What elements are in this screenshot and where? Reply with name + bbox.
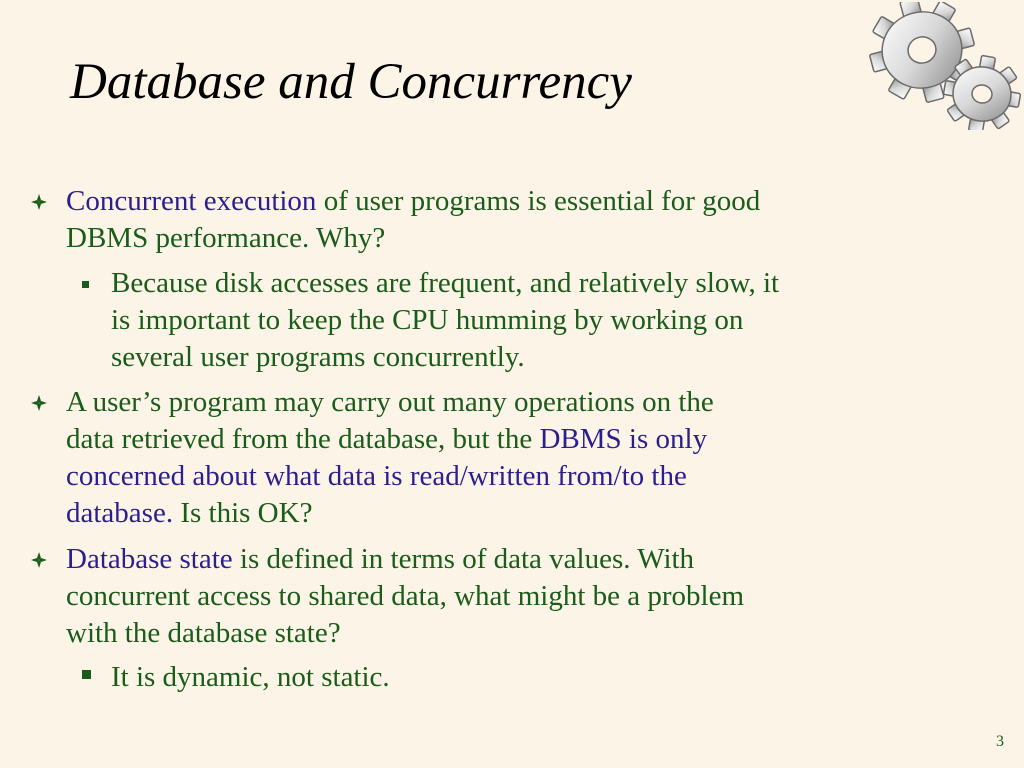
sub-bullet-1-line-3: several user programs concurrently. [111,341,525,373]
bullet-3-line-2: concurrent access to shared data, what might be a problem [66,580,745,612]
sub-bullet-3-line-1: It is dynamic, not static. [111,661,390,693]
bullet-3-line-1 [66,541,986,578]
square-bullet-icon [82,281,92,291]
diamond-bullet-icon [30,394,48,412]
bullet-2-line-4-plain: Is this OK? [173,497,313,529]
bullet-3-highlight: Database state [66,543,233,575]
bullet-1-line-1 [66,183,986,220]
bullet-2-line-2-plain: data retrieved from the database, but the [66,423,540,455]
diamond-bullet-icon [30,551,48,569]
bullet-3-line-3: with the database state? [66,617,341,649]
diamond-bullet-icon [30,193,48,211]
bullet-1-highlight: Concurrent execution [66,185,317,217]
square-bullet-icon [82,670,92,680]
bullet-2-line-3: concerned about what data is read/written from/to the [66,460,687,492]
bullet-1-line-2: DBMS performance. Why? [66,222,386,254]
bullet-1-rest: of user programs is essential for good [316,185,761,217]
bullet-2-line-2-highlight: DBMS is only [539,423,708,455]
sub-bullet-1-line-1: Because disk accesses are frequent, and relatively slow, it [111,267,780,299]
slide-title: Database and Concurrency [70,54,632,110]
bullet-2-line-1: A user’s program may carry out many operations on the [66,386,714,418]
bullet-2-line-4-highlight: database. [66,497,174,529]
page-number: 3 [996,733,1004,750]
bullet-3-rest: is defined in terms of data values. With [232,543,695,575]
sub-bullet-1-line-2: is important to keep the CPU humming by working on [111,304,744,336]
bullet-2-line-2 [66,421,986,458]
bullet-2-line-4 [66,495,986,532]
